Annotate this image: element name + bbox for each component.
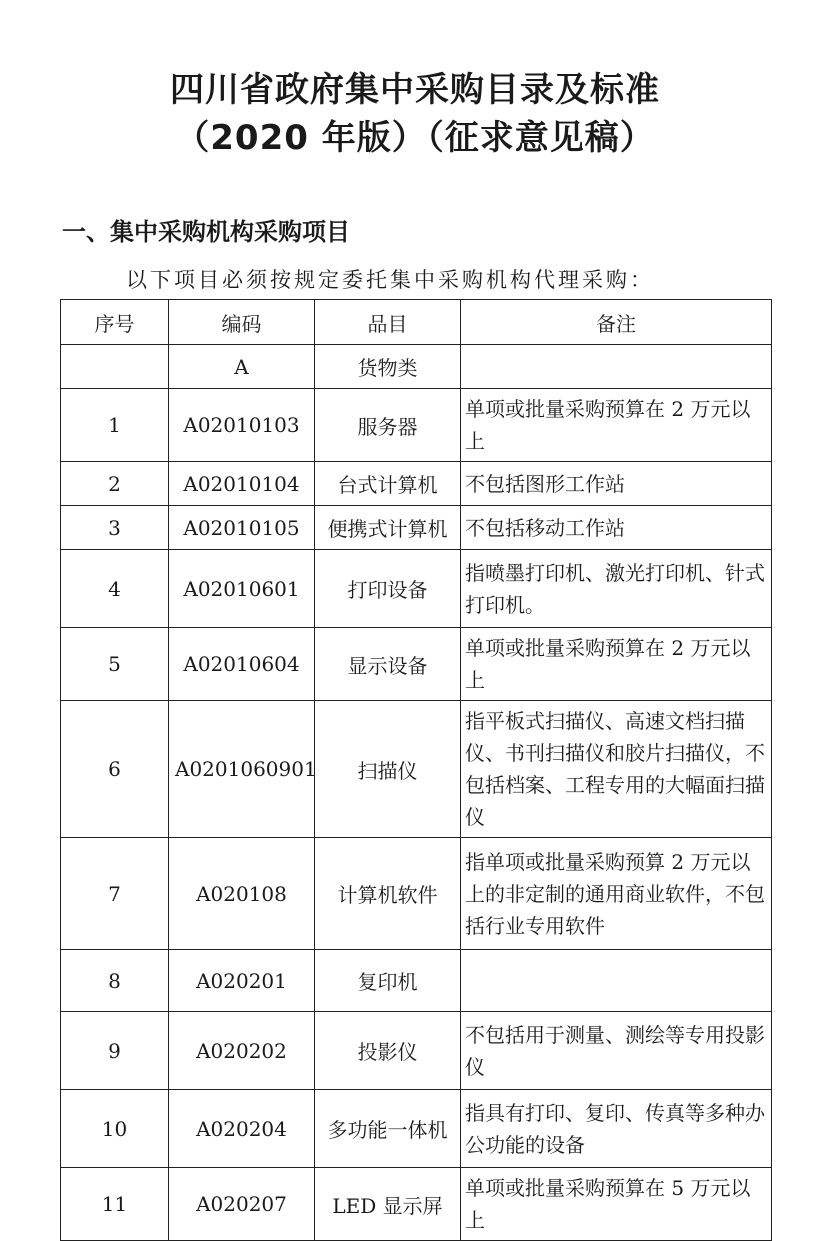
row-no: 1 xyxy=(61,389,169,462)
row-code: A02010604 xyxy=(169,628,315,701)
table-row xyxy=(61,1168,772,1241)
row-no: 11 xyxy=(61,1168,169,1241)
row-no: 7 xyxy=(61,838,169,950)
row-no: 4 xyxy=(61,550,169,628)
row-code: A02010103 xyxy=(169,389,315,462)
row-code: A xyxy=(169,345,315,389)
table-header-row xyxy=(61,300,772,345)
row-item: 复印机 xyxy=(315,950,461,1012)
row-item: 服务器 xyxy=(315,389,461,462)
row-item: 台式计算机 xyxy=(315,462,461,506)
row-code: A02010104 xyxy=(169,462,315,506)
table-row xyxy=(61,462,772,506)
row-note: 不包括移动工作站 xyxy=(461,506,772,550)
page-subtitle: （2020 年版）（征求意见稿） xyxy=(175,118,655,158)
row-no xyxy=(61,345,169,389)
row-no: 5 xyxy=(61,628,169,701)
procurement-table xyxy=(60,299,772,1241)
row-note: 单项或批量采购预算在 2 万元以上 xyxy=(461,389,772,462)
table-row xyxy=(61,550,772,628)
section-heading: 一、集中采购机构采购项目 xyxy=(62,218,350,246)
table-row xyxy=(61,628,772,701)
row-no: 10 xyxy=(61,1090,169,1168)
header-item: 品目 xyxy=(315,300,461,345)
table-row xyxy=(61,345,772,389)
row-code: A0201060901 xyxy=(169,701,315,838)
row-item: 货物类 xyxy=(315,345,461,389)
row-code: A02010105 xyxy=(169,506,315,550)
row-no: 2 xyxy=(61,462,169,506)
row-item: LED 显示屏 xyxy=(315,1168,461,1241)
row-item: 打印设备 xyxy=(315,550,461,628)
row-note xyxy=(461,345,772,389)
row-note: 指单项或批量采购预算 2 万元以上的非定制的通用商业软件，不包括行业专用软件 xyxy=(461,838,772,950)
row-note: 不包括图形工作站 xyxy=(461,462,772,506)
row-item: 显示设备 xyxy=(315,628,461,701)
table-row xyxy=(61,838,772,950)
row-code: A02010601 xyxy=(169,550,315,628)
row-note: 不包括用于测量、测绘等专用投影仪 xyxy=(461,1012,772,1090)
row-code: A020108 xyxy=(169,838,315,950)
row-no: 8 xyxy=(61,950,169,1012)
row-no: 9 xyxy=(61,1012,169,1090)
table-row xyxy=(61,1090,772,1168)
page-title: 四川省政府集中采购目录及标准 xyxy=(170,70,660,110)
row-note xyxy=(461,950,772,1012)
table-row xyxy=(61,1012,772,1090)
row-item: 便携式计算机 xyxy=(315,506,461,550)
row-code: A020201 xyxy=(169,950,315,1012)
row-note: 指平板式扫描仪、高速文档扫描仪、书刊扫描仪和胶片扫描仪，不包括档案、工程专用的大幅面扫描仪 xyxy=(461,701,772,838)
row-item: 扫描仪 xyxy=(315,701,461,838)
header-note: 备注 xyxy=(461,300,772,345)
intro-text: 以下项目必须按规定委托集中采购机构代理采购： xyxy=(126,268,654,292)
header-no: 序号 xyxy=(61,300,169,345)
row-no: 3 xyxy=(61,506,169,550)
header-code: 编码 xyxy=(169,300,315,345)
table-row xyxy=(61,389,772,462)
row-note: 指具有打印、复印、传真等多种办公功能的设备 xyxy=(461,1090,772,1168)
row-code: A020204 xyxy=(169,1090,315,1168)
table-row xyxy=(61,701,772,838)
row-note: 单项或批量采购预算在 2 万元以上 xyxy=(461,628,772,701)
row-code: A020207 xyxy=(169,1168,315,1241)
row-note: 单项或批量采购预算在 5 万元以上 xyxy=(461,1168,772,1241)
table-row xyxy=(61,950,772,1012)
table-row xyxy=(61,506,772,550)
row-item: 计算机软件 xyxy=(315,838,461,950)
row-item: 多功能一体机 xyxy=(315,1090,461,1168)
row-no: 6 xyxy=(61,701,169,838)
row-note: 指喷墨打印机、激光打印机、针式打印机。 xyxy=(461,550,772,628)
row-code: A020202 xyxy=(169,1012,315,1090)
row-item: 投影仪 xyxy=(315,1012,461,1090)
